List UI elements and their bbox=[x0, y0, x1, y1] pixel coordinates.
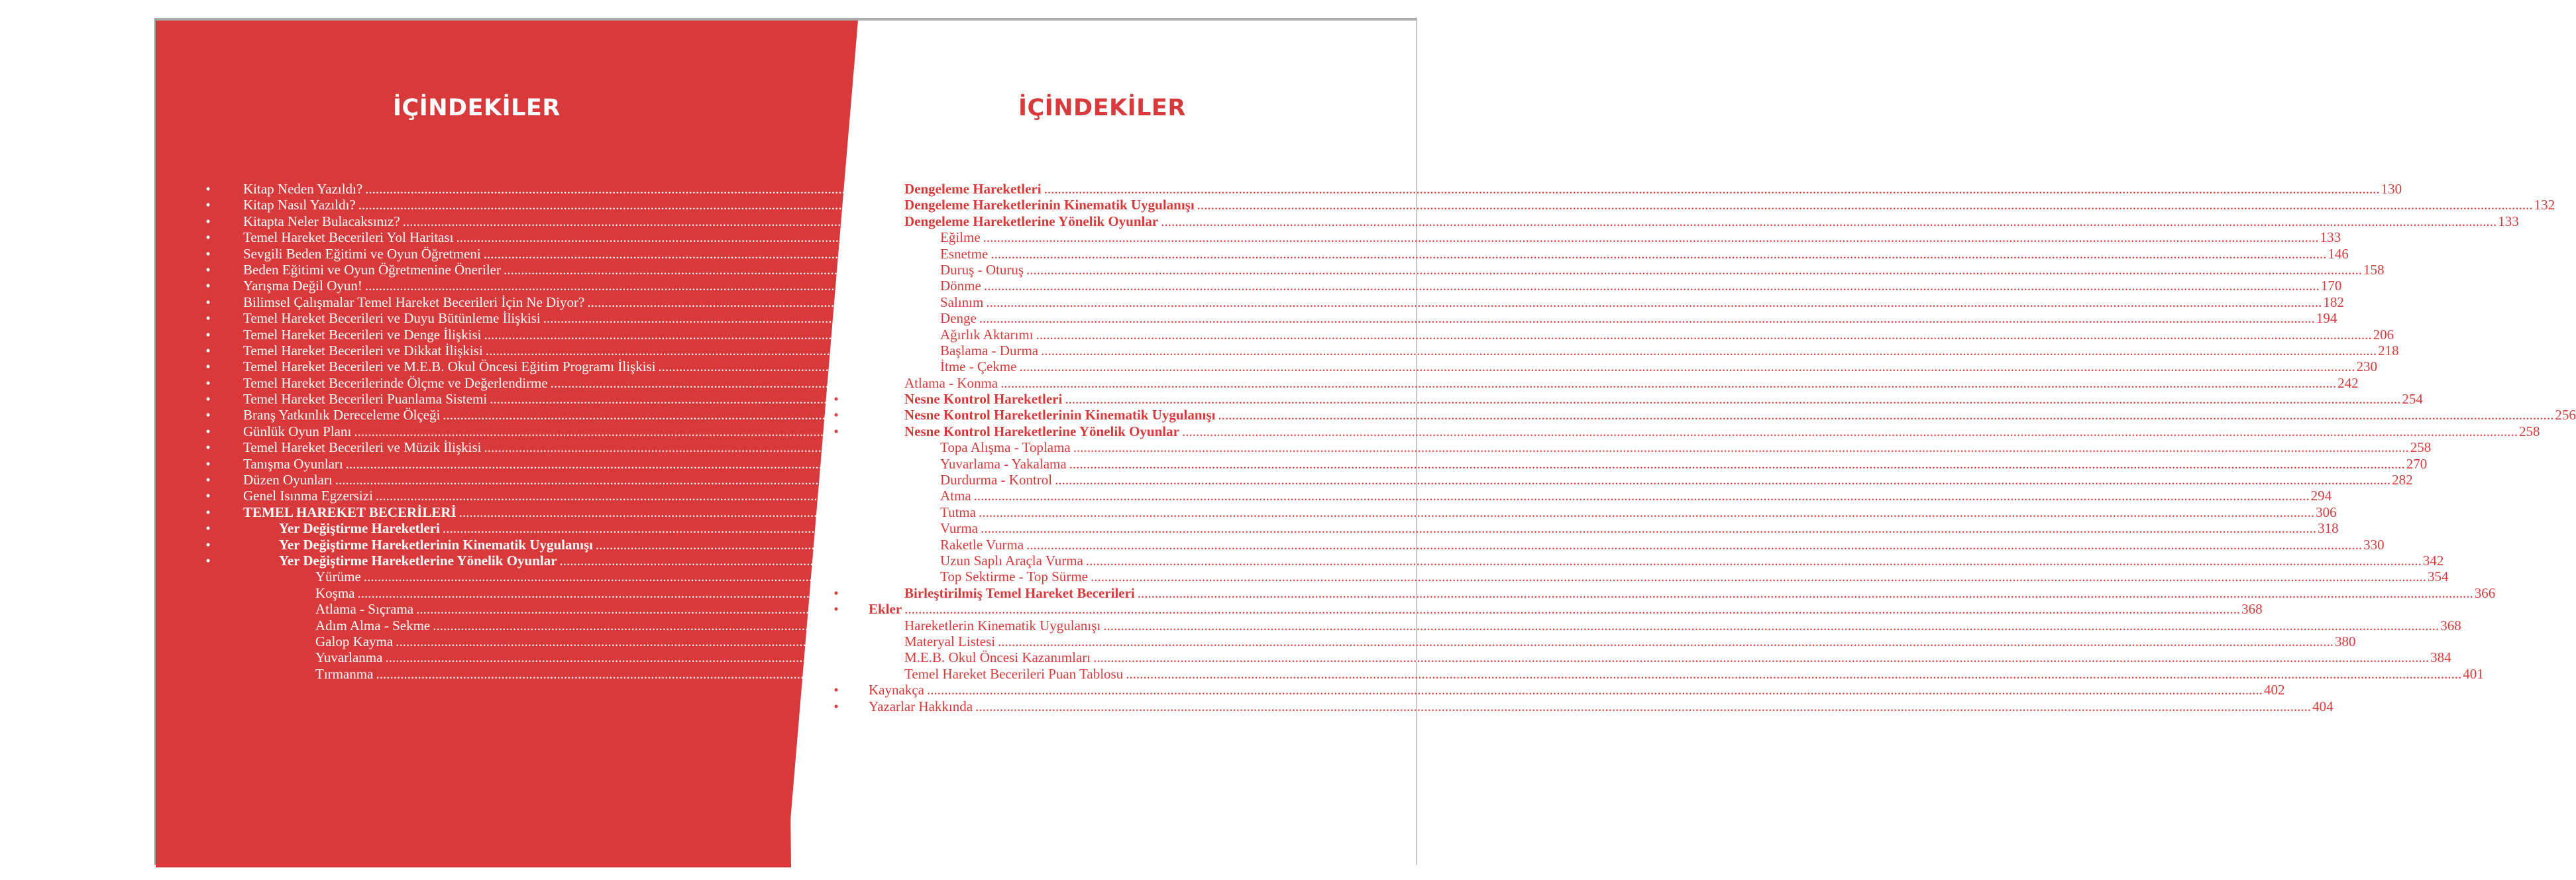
toc-page-number: 13 bbox=[1840, 261, 1854, 278]
toc-page-number: 36 bbox=[1821, 439, 1835, 456]
toc-entry-title: Ağırlık Aktarımı bbox=[940, 326, 1034, 343]
toc-page-number: 194 bbox=[2316, 310, 2337, 327]
bullet-icon: • bbox=[205, 197, 211, 213]
toc-page-number: 318 bbox=[2318, 520, 2339, 537]
bullet-icon: • bbox=[833, 584, 839, 601]
toc-entry-title: M.E.B. Okul Öncesi Kazanımları bbox=[904, 649, 1091, 666]
toc-page-number: 230 bbox=[2356, 358, 2377, 375]
bullet-icon: • bbox=[205, 278, 211, 294]
toc-page-number: 46 bbox=[1700, 569, 1715, 585]
toc-entry-title: Uzun Saplı Araçla Vurma bbox=[940, 552, 1083, 569]
bullet-icon: • bbox=[833, 698, 839, 714]
toc-entry-title: Eğilme bbox=[940, 229, 981, 246]
toc-entry-title: Başlama - Durma bbox=[940, 342, 1039, 358]
toc-entry-title: Nesne Kontrol Hareketleri bbox=[904, 391, 1063, 408]
toc-entry-title: Branş Yatkınlık Dereceleme Ölçeği bbox=[243, 407, 441, 423]
bullet-icon: • bbox=[205, 488, 211, 504]
toc-page-number: 32 bbox=[1780, 407, 1794, 423]
toc-entry-title: Materyal Listesi bbox=[904, 633, 996, 649]
toc-entry-title: Yer Değiştirme Hareketlerinin Kinematik Uygulanışı bbox=[279, 536, 594, 553]
dot-leader bbox=[1000, 375, 2336, 391]
bullet-icon: • bbox=[205, 472, 211, 488]
toc-page-number: 270 bbox=[2406, 455, 2428, 472]
dot-leader bbox=[1093, 649, 2429, 665]
toc-entry-row bbox=[869, 601, 2263, 618]
toc-entry-title: Nesne Kontrol Hareketlerine Yönelik Oyunlar bbox=[904, 423, 1179, 439]
toc-page-number: 366 bbox=[2474, 584, 2496, 601]
toc-page-number: 330 bbox=[2363, 536, 2385, 553]
toc-entry-title: TEMEL HAREKET BECERİLERİ bbox=[243, 504, 456, 520]
toc-entry-title: Dengeleme Hareketlerinin Kinematik Uygulanışı bbox=[904, 197, 1195, 213]
toc-page-number: 368 bbox=[2440, 617, 2461, 633]
bullet-icon: • bbox=[205, 504, 211, 520]
dot-leader bbox=[975, 698, 2311, 714]
dot-leader bbox=[1091, 569, 2426, 584]
toc-entry-title: Temel Hareket Becerileri Yol Haritası bbox=[243, 229, 454, 246]
toc-page-number: 40 bbox=[1712, 488, 1727, 504]
toc-entry-title: Yer Değiştirme Hareketlerine Yönelik Oyunlar bbox=[279, 552, 557, 569]
dot-leader bbox=[974, 488, 2310, 504]
toc-page-number: 26 bbox=[1995, 358, 2010, 375]
bullet-icon: • bbox=[205, 391, 211, 408]
dot-leader bbox=[1026, 262, 2362, 278]
toc-entry-title: Hareketlerin Kinematik Uygulanışı bbox=[904, 617, 1101, 633]
dot-leader bbox=[1055, 472, 2390, 488]
bullet-icon: • bbox=[205, 423, 211, 439]
toc-entry-title: Günlük Oyun Planı bbox=[243, 423, 352, 439]
dot-leader bbox=[979, 504, 2314, 520]
toc-page-number: 170 bbox=[2320, 278, 2342, 294]
toc-page-number: 254 bbox=[2402, 391, 2423, 408]
toc-entry-title: Yazarlar Hakkında bbox=[869, 698, 973, 714]
bullet-icon: • bbox=[833, 213, 839, 229]
toc-entry-title: Durdurma - Kontrol bbox=[940, 472, 1053, 488]
toc-page-number: 146 bbox=[2328, 245, 2349, 262]
dot-leader bbox=[981, 520, 2316, 536]
toc-entry-title: Temel Hareket Becerileri ve Duyu Bütünleme İlişkisi bbox=[243, 310, 541, 327]
toc-page-number: 380 bbox=[2335, 633, 2356, 649]
bullet-icon: • bbox=[205, 213, 211, 229]
dot-leader bbox=[927, 682, 2263, 698]
toc-page-number: 12 bbox=[1820, 245, 1835, 262]
toc-page-number: 09 bbox=[1695, 197, 1709, 213]
toc-entry-title: Denge bbox=[940, 310, 977, 327]
left-page-title: İÇİNDEKİLER bbox=[393, 95, 561, 121]
toc-page-number: 44 bbox=[1933, 536, 1947, 553]
toc-entry-row bbox=[869, 698, 2334, 714]
toc-page-number: 24 bbox=[1821, 326, 1835, 343]
right-page-title: İÇİNDEKİLER bbox=[1018, 95, 1186, 121]
dot-leader bbox=[983, 229, 2319, 245]
toc-page-number: 404 bbox=[2312, 698, 2334, 714]
dot-leader bbox=[979, 310, 2315, 326]
toc-entry-title: Genel Isınma Egzersizi bbox=[243, 488, 373, 504]
toc-entry-title: Temel Hareket Becerileri ve Müzik İlişkisi bbox=[243, 439, 482, 456]
bullet-icon: • bbox=[833, 197, 839, 213]
toc-page-number: 258 bbox=[2410, 439, 2432, 456]
bullet-icon: • bbox=[205, 261, 211, 278]
toc-entry-title: Koşma bbox=[315, 584, 355, 601]
toc-page-number: 182 bbox=[2323, 294, 2344, 310]
toc-entry-title: Yuvarlanma bbox=[315, 649, 383, 666]
toc-page-number: 342 bbox=[2422, 552, 2444, 569]
toc-entry-title: Temel Hareket Becerileri Puan Tablosu bbox=[904, 665, 1124, 682]
bullet-icon: • bbox=[205, 455, 211, 472]
toc-entry-title: İtme - Çekme bbox=[940, 358, 1017, 375]
bullet-icon: • bbox=[205, 245, 211, 262]
bullet-icon: • bbox=[205, 229, 211, 246]
toc-entry-title: Bilimsel Çalışmalar Temel Hareket Becerileri İçin Ne Diyor? bbox=[243, 294, 585, 310]
toc-entry-title: Beden Eğitimi ve Oyun Öğretmenine Öneriler bbox=[243, 261, 501, 278]
toc-entry-title: Düzen Oyunları bbox=[243, 472, 333, 488]
bullet-icon: • bbox=[833, 601, 839, 618]
toc-entry-title: Temel Hareket Becerileri ve Denge İlişkisi bbox=[243, 326, 482, 343]
toc-page-number: 218 bbox=[2378, 342, 2399, 358]
toc-entry-row bbox=[869, 682, 2285, 698]
toc-entry-title: Kitap Neden Yazıldı? bbox=[243, 181, 363, 197]
toc-entry-title: Temel Hareket Becerilerinde Ölçme ve Değerlendirme bbox=[243, 374, 548, 391]
toc-page-number: 14 bbox=[1701, 278, 1716, 294]
toc-page-number: 38 bbox=[1682, 455, 1697, 472]
bullet-icon: • bbox=[205, 358, 211, 375]
toc-page-number: 10 bbox=[1739, 213, 1754, 229]
toc-page-number: 354 bbox=[2427, 569, 2449, 585]
dot-leader bbox=[1041, 343, 2377, 358]
dot-leader bbox=[1019, 358, 2355, 374]
toc-page-number: 58 bbox=[1694, 584, 1709, 601]
toc-entry-title: Topa Alışma - Toplama bbox=[940, 439, 1071, 456]
toc-page-number: 46 bbox=[1896, 552, 1911, 569]
toc-entry-title: Temel Hareket Becerileri ve Dikkat İlişkisi bbox=[243, 342, 483, 358]
bullet-icon: • bbox=[833, 423, 839, 439]
bullet-icon: • bbox=[205, 374, 211, 391]
dot-leader bbox=[1069, 456, 2405, 472]
toc-page-number: 306 bbox=[2316, 504, 2337, 520]
bullet-icon: • bbox=[205, 520, 211, 537]
bullet-icon: • bbox=[205, 181, 211, 197]
dot-leader bbox=[1036, 327, 2372, 343]
dot-leader bbox=[1086, 553, 2422, 569]
toc-entry-title: Nesne Kontrol Hareketlerinin Kinematik Uygulanışı bbox=[904, 407, 1216, 423]
toc-entry-title: Temel Hareket Becerileri Puanlama Sistemi bbox=[243, 391, 488, 408]
toc-page-number: 402 bbox=[2263, 682, 2285, 698]
toc-page-number: 82 bbox=[1770, 617, 1784, 633]
toc-page-number: 294 bbox=[2310, 488, 2332, 504]
toc-page-number: 130 bbox=[2381, 181, 2402, 197]
toc-entry-title: Birleştirilmiş Temel Hareket Becerileri bbox=[904, 584, 1135, 601]
toc-entry-title: Tutma bbox=[940, 504, 977, 520]
dot-leader bbox=[991, 246, 2326, 262]
toc-page-number: 39 bbox=[1672, 472, 1686, 488]
toc-page-number: 20 bbox=[1880, 310, 1894, 327]
toc-page-number: 282 bbox=[2392, 472, 2413, 488]
toc-entry-title: Salınım bbox=[940, 294, 984, 310]
dot-leader bbox=[1026, 537, 2362, 553]
toc-entry-title: Atma bbox=[940, 488, 971, 504]
dot-leader bbox=[904, 601, 2240, 617]
bullet-icon: • bbox=[833, 682, 839, 698]
toc-page-number: 11 bbox=[1793, 229, 1807, 246]
bullet-icon: • bbox=[205, 439, 211, 456]
toc-page-number: 08 bbox=[1702, 181, 1717, 197]
toc-entry-title: Duruş - Oturuş bbox=[940, 261, 1024, 278]
toc-page-number: 256 bbox=[2555, 407, 2576, 423]
toc-page-number: 42 bbox=[1796, 504, 1810, 520]
bullet-icon: • bbox=[205, 552, 211, 569]
toc-entry-title: Raketle Vurma bbox=[940, 536, 1024, 553]
toc-page-number: 34 bbox=[1691, 423, 1705, 439]
dot-leader bbox=[1138, 585, 2473, 601]
toc-entry-title: Kitap Nasıl Yazıldı? bbox=[243, 197, 356, 213]
toc-entry[interactable] bbox=[832, 601, 2263, 618]
dot-leader bbox=[1065, 391, 2400, 407]
toc-entry-title: Atlama - Sıçrama bbox=[315, 601, 414, 618]
toc-page-number: 25 bbox=[1822, 342, 1837, 358]
toc-page-number: 68 bbox=[1753, 601, 1768, 618]
toc-entry-title: Galop Kayma bbox=[315, 633, 394, 649]
toc-entry-title: Kitapta Neler Bulacaksınız? bbox=[243, 213, 400, 229]
toc-entry-title: Yürüme bbox=[315, 569, 361, 585]
toc-entry-title: Adım Alma - Sekme bbox=[315, 617, 431, 633]
toc-page-number: 42 bbox=[1779, 520, 1794, 537]
toc-entry-title: Tırmanma bbox=[315, 665, 374, 682]
toc-page-number: 206 bbox=[2373, 326, 2394, 343]
toc-page-number: 133 bbox=[2498, 213, 2519, 229]
dot-leader bbox=[986, 294, 2322, 310]
toc-entry-title: Top Sektirme - Top Sürme bbox=[940, 569, 1088, 585]
book-spread bbox=[154, 18, 2576, 865]
toc-page-number: 384 bbox=[2430, 649, 2451, 666]
bullet-icon: • bbox=[833, 391, 839, 408]
dot-leader bbox=[998, 633, 2334, 649]
bullet-icon: • bbox=[833, 181, 839, 197]
dot-leader bbox=[1218, 407, 2553, 423]
dot-leader bbox=[984, 278, 2320, 294]
toc-entry-title: Yarışma Değil Oyun! bbox=[243, 278, 362, 294]
bullet-icon: • bbox=[205, 326, 211, 343]
toc-page-number: 28 bbox=[1887, 374, 1902, 391]
toc-entry-title: Kaynakça bbox=[869, 682, 924, 698]
toc-page-number: 118 bbox=[1713, 665, 1734, 682]
toc-page-number: 258 bbox=[2518, 423, 2540, 439]
bullet-icon: • bbox=[205, 407, 211, 423]
toc-page-number: 106 bbox=[1722, 649, 1743, 666]
toc-page-number: 132 bbox=[2534, 197, 2555, 213]
toc-entry-title: Ekler bbox=[869, 601, 902, 618]
toc-entry-title: Yer Değiştirme Hareketleri bbox=[279, 520, 440, 537]
bullet-icon: • bbox=[833, 407, 839, 423]
dot-leader bbox=[1073, 439, 2409, 455]
dot-leader bbox=[1044, 181, 2380, 197]
bullet-icon: • bbox=[205, 310, 211, 327]
bullet-icon: • bbox=[205, 294, 211, 310]
toc-entry-title: Dengeleme Hareketlerine Yönelik Oyunlar bbox=[904, 213, 1159, 229]
toc-entry-title: Dönme bbox=[940, 278, 981, 294]
toc-entry-title: Temel Hareket Becerileri ve M.E.B. Okul Öncesi Eğitim Programı İlişkisi bbox=[243, 358, 656, 375]
bullet-icon: • bbox=[205, 536, 211, 553]
toc-entry-title: Dengeleme Hareketleri bbox=[904, 181, 1042, 197]
dot-leader bbox=[1182, 423, 2518, 439]
bullet-icon: • bbox=[205, 342, 211, 358]
toc-page-number: 30 bbox=[1827, 391, 1841, 408]
toc-entry-title: Vurma bbox=[940, 520, 979, 537]
toc-page-number: 94 bbox=[1733, 633, 1747, 649]
dot-leader bbox=[1103, 618, 2439, 633]
toc-page-number: 242 bbox=[2337, 374, 2359, 391]
toc-entry-title: Tanışma Oyunları bbox=[243, 455, 343, 472]
toc-entry-title: Yuvarlama - Yakalama bbox=[940, 455, 1067, 472]
toc-entry-title: Esnetme bbox=[940, 245, 989, 262]
toc-entry-title: Sevgili Beden Eğitimi ve Oyun Öğretmeni bbox=[243, 245, 481, 262]
toc-page-number: 16 bbox=[1924, 294, 1939, 310]
toc-page-number: 158 bbox=[2363, 261, 2385, 278]
toc-page-number: 133 bbox=[2320, 229, 2341, 246]
dot-leader bbox=[1126, 666, 2461, 682]
toc-entry-title: Atlama - Konma bbox=[904, 374, 998, 391]
dot-leader bbox=[1161, 213, 2496, 229]
dot-leader bbox=[1197, 197, 2533, 213]
toc-page-number: 368 bbox=[2241, 601, 2263, 618]
toc-entry[interactable] bbox=[832, 698, 2334, 714]
toc-entry[interactable] bbox=[832, 682, 2285, 698]
toc-page-number: 401 bbox=[2463, 665, 2484, 682]
